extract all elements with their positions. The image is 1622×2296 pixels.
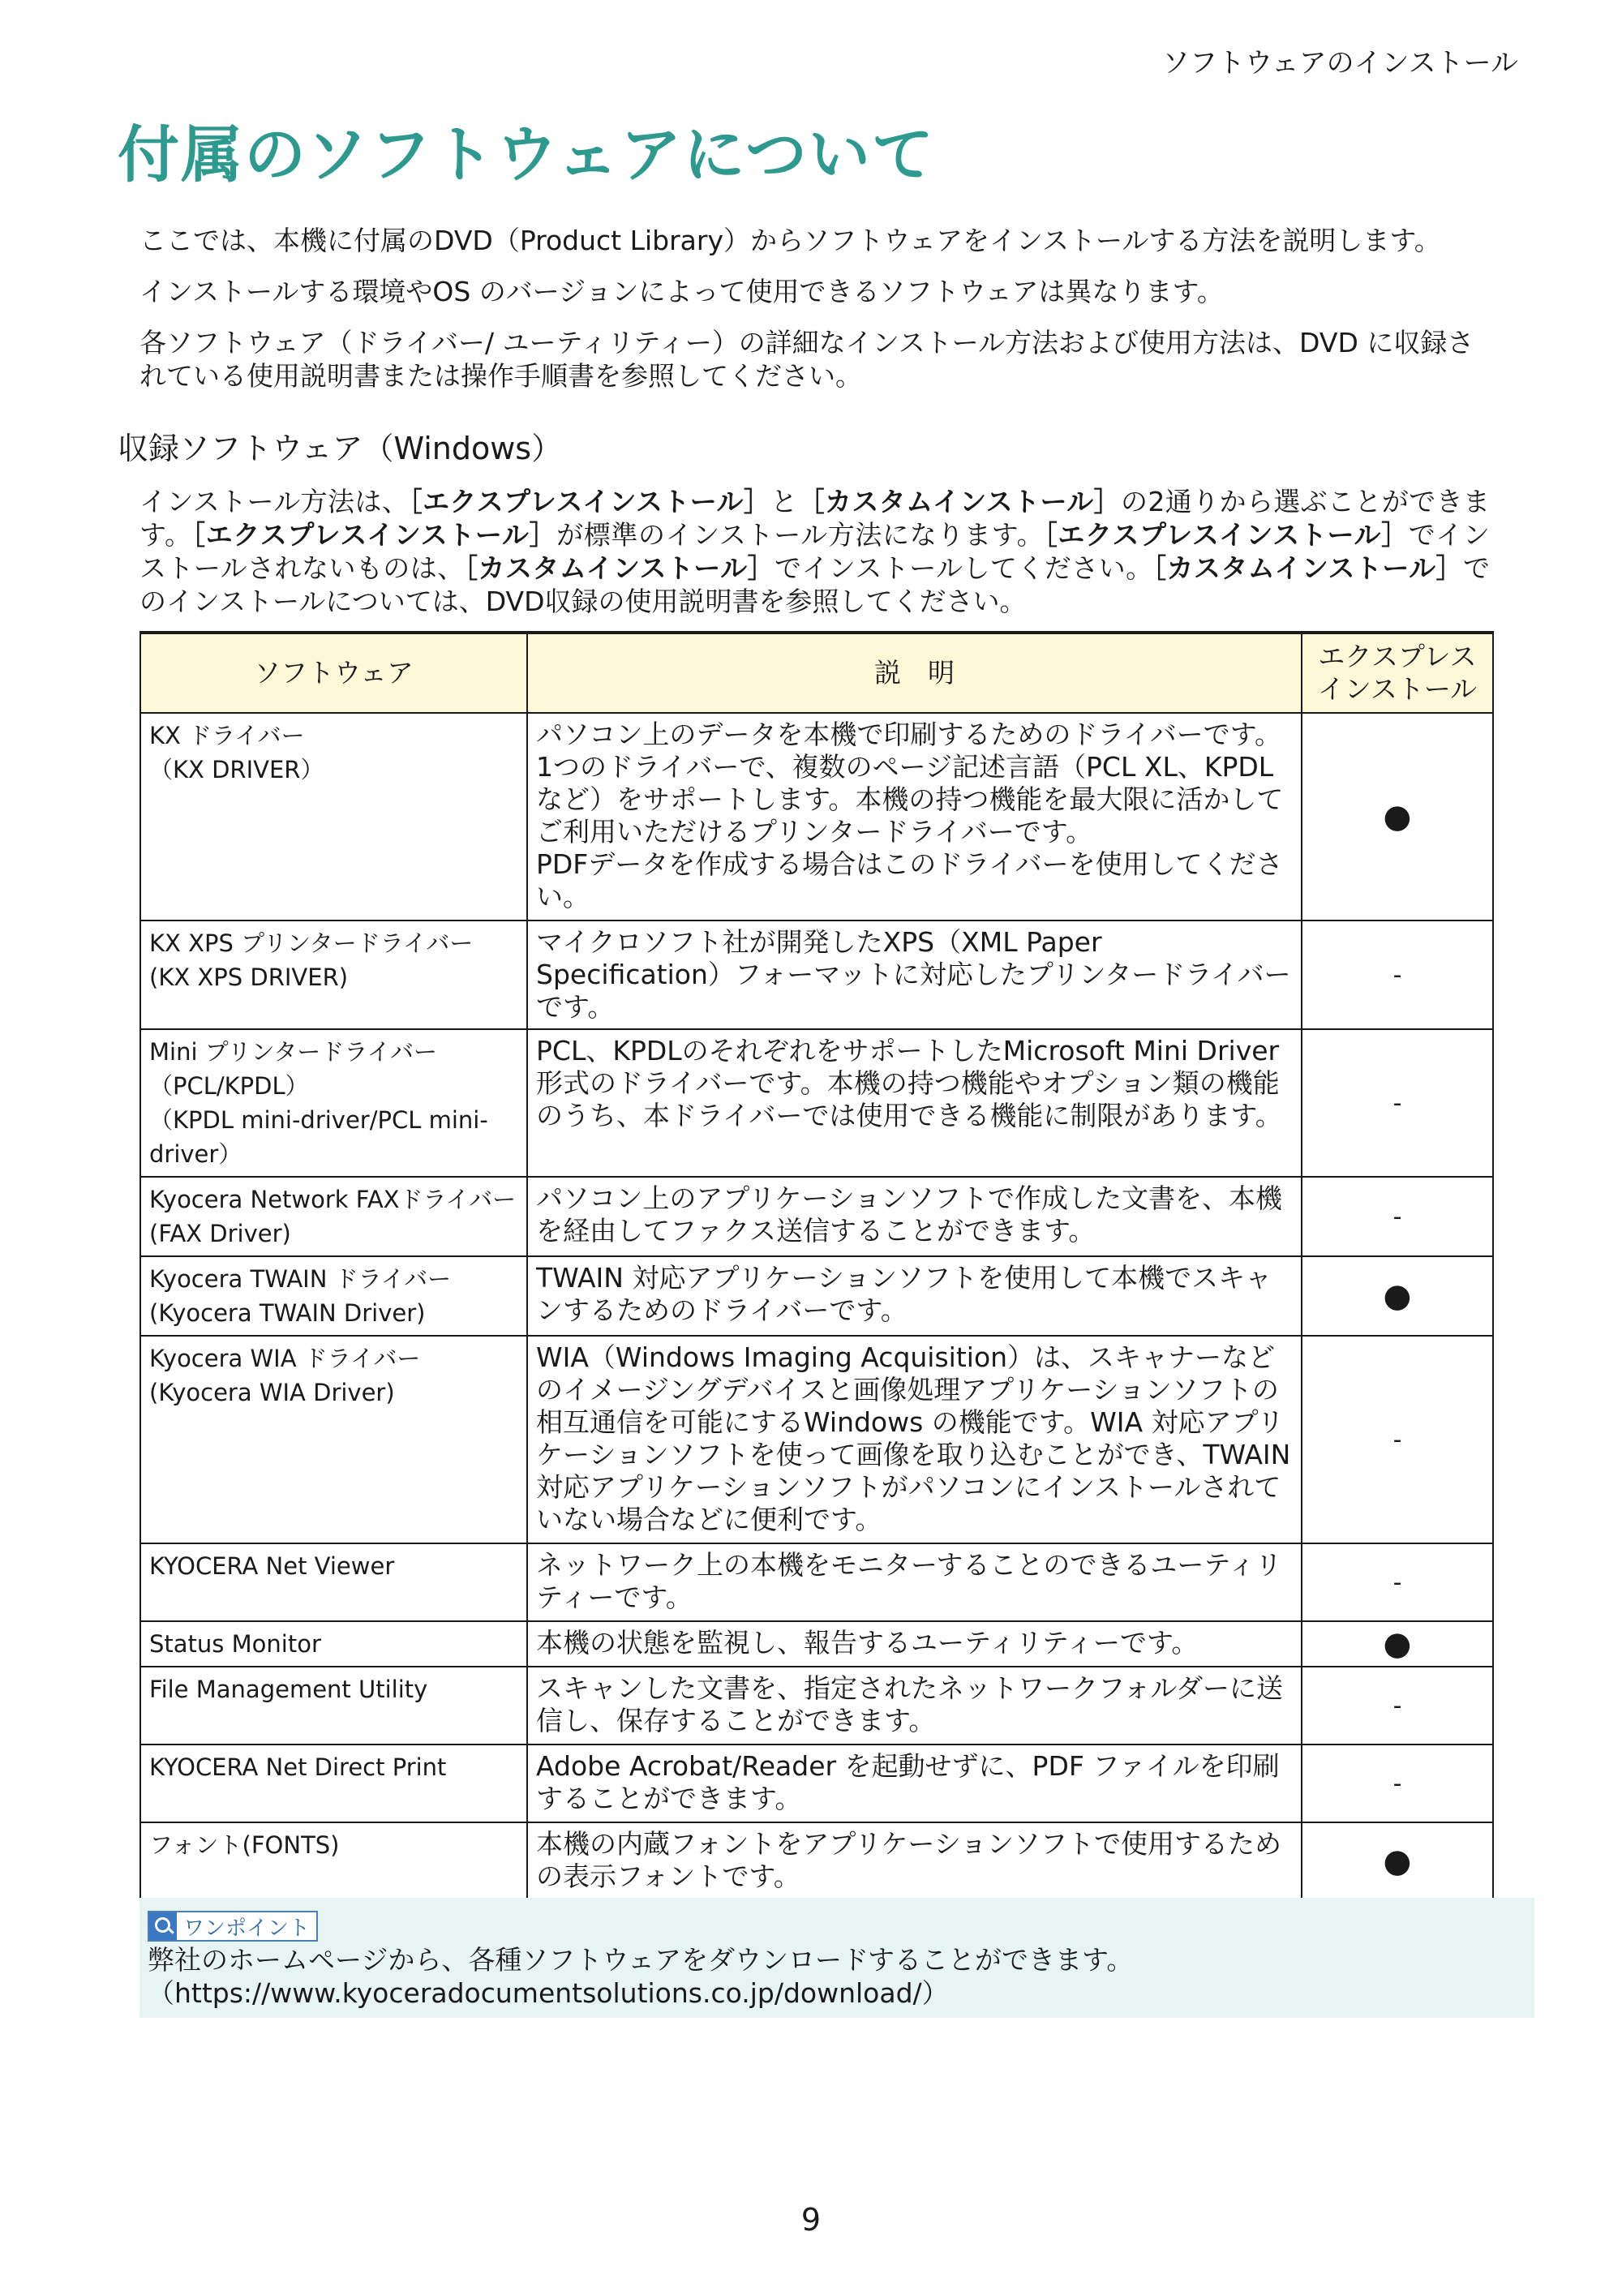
table-row — [140, 1336, 1493, 1543]
software-name-cell — [140, 713, 527, 921]
section-heading: 収録ソフトウェア（Windows） — [118, 431, 563, 466]
software-name: File Management Utility — [149, 1676, 428, 1703]
header-express-line: インストール — [1317, 673, 1478, 705]
software-name: フォント(FONTS) — [149, 1831, 340, 1859]
express-install-term: ［エクスプレスインストール］ — [1044, 519, 1409, 551]
software-description: ネットワーク上の本機をモニターすることのできるユーティリティーです。 — [527, 1543, 1302, 1621]
software-name-cell — [140, 1177, 527, 1256]
express-install-dash: - — [1302, 1745, 1493, 1822]
software-name: (Kyocera TWAIN Driver) — [149, 1299, 426, 1327]
intro-paragraph: 各ソフトウェア（ドライバー/ ユーティリティー）の詳細なインストール方法および使用方法は、DVD に収録されている使用説明書または操作手順書を参照してください。 — [139, 327, 1474, 392]
software-name: Mini プリンタードライバー（PCL/KPDL） — [149, 1038, 437, 1100]
custom-install-term: ［カスタムインストール］ — [464, 552, 775, 584]
table-row — [140, 1543, 1493, 1621]
express-install-dot: ● — [1302, 1822, 1493, 1900]
software-name-cell — [140, 1667, 527, 1745]
software-table — [139, 631, 1494, 1901]
software-name-cell — [140, 1029, 527, 1177]
onepoint-text: 弊社のホームページから、各種ソフトウェアをダウンロードすることができます。 — [148, 1944, 1134, 1976]
custom-install-term: ［カスタムインストール］ — [1152, 552, 1463, 584]
header-software: ソフトウェア — [140, 633, 527, 713]
software-description: パソコン上のアプリケーションソフトで作成した文書を、本機を経由してファクス送信することができます。 — [527, 1177, 1302, 1256]
table-header-row — [140, 633, 1493, 713]
table-row — [140, 1667, 1493, 1745]
table-row — [140, 1029, 1493, 1177]
express-install-dot: ● — [1302, 1621, 1493, 1667]
body-text: インストール方法は、 — [139, 486, 410, 517]
express-install-term: ［エクスプレスインストール］ — [409, 486, 771, 517]
software-description: 本機の内蔵フォントをアプリケーションソフトで使用するための表示フォントです。 — [527, 1822, 1302, 1900]
onepoint-badge — [148, 1911, 318, 1942]
header-express-install — [1302, 633, 1493, 713]
software-name-cell — [140, 1822, 527, 1900]
page-number: 9 — [800, 2202, 822, 2238]
software-name: KYOCERA Net Viewer — [149, 1552, 395, 1580]
body-text: でインストールされないものは、 — [139, 519, 1490, 584]
software-name: Kyocera WIA ドライバー — [149, 1345, 421, 1372]
software-name: KYOCERA Net Direct Print — [149, 1753, 447, 1781]
custom-install-term: ［カスタムインストール］ — [797, 486, 1121, 517]
intro-paragraph: インストールする環境やOS のバージョンによって使用できるソフトウェアは異なります。 — [139, 276, 1224, 307]
express-install-dot: ● — [1302, 713, 1493, 921]
table-body — [140, 713, 1493, 1900]
software-name-cell — [140, 1256, 527, 1336]
table-row — [140, 1745, 1493, 1822]
express-install-term: ［エクスプレスインストール］ — [191, 519, 557, 551]
section-body — [139, 485, 1490, 618]
software-description: スキャンした文書を、指定されたネットワークフォルダーに送信し、保存することができます。 — [527, 1667, 1302, 1745]
table-row — [140, 921, 1493, 1029]
software-description: マイクロソフト社が開発したXPS（XML Paper Specification）フォーマットに対応したプリンタードライバーです。 — [527, 921, 1302, 1029]
software-name: (FAX Driver) — [149, 1220, 291, 1247]
software-name: (Kyocera WIA Driver) — [149, 1379, 395, 1406]
table-row — [140, 1177, 1493, 1256]
body-text: でのインストールについては、DVD収録の使用説明書を参照してください。 — [139, 552, 1490, 617]
table-row — [140, 713, 1493, 921]
express-install-dash: - — [1302, 1177, 1493, 1256]
express-install-dash: - — [1302, 1029, 1493, 1177]
express-install-dash: - — [1302, 921, 1493, 1029]
body-text: が標準のインストール方法になります。 — [556, 519, 1045, 551]
table-row — [140, 1256, 1493, 1336]
express-install-dash: - — [1302, 1667, 1493, 1745]
onepoint-box — [139, 1898, 1534, 2018]
software-name: Kyocera TWAIN ドライバー — [149, 1265, 452, 1293]
software-name: KX ドライバー — [149, 722, 305, 749]
software-description: WIA（Windows Imaging Acquisition）は、スキャナーなどのイメージングデバイスと画像処理アプリケーションソフトの相互通信を可能にするWindows の機能です。WIA 対応アプリケーションソフトを使って画像を取り込むことができ、TWAIN 対応アプリケーションソフトがパソコンにインストールされていない場合などに便利です。 — [527, 1336, 1302, 1543]
table-row — [140, 1621, 1493, 1667]
body-text: でインストールしてください。 — [775, 552, 1153, 584]
header-description: 説 明 — [527, 633, 1302, 713]
software-name: Status Monitor — [149, 1630, 321, 1658]
software-name: （KPDL mini-driver/PCL mini-driver） — [149, 1106, 488, 1168]
express-install-dash: - — [1302, 1543, 1493, 1621]
intro-paragraph: ここでは、本機に付属のDVD（Product Library）からソフトウェアをインストールする方法を説明します。 — [139, 225, 1441, 256]
software-description: Adobe Acrobat/Reader を起動せずに、PDF ファイルを印刷することができます。 — [527, 1745, 1302, 1822]
body-text: と — [770, 486, 798, 517]
header-express-line: エクスプレス — [1318, 641, 1477, 672]
software-name: KX XPS プリンタードライバー — [149, 929, 474, 957]
software-name: (KX XPS DRIVER) — [149, 963, 349, 991]
software-name: Kyocera Network FAXドライバー — [149, 1186, 517, 1213]
intro-text — [139, 224, 1490, 410]
onepoint-badge-label: ワンポイント — [183, 1916, 311, 1941]
software-name-cell — [140, 1543, 527, 1621]
software-description: パソコン上のデータを本機で印刷するためのドライバーです。1つのドライバーで、複数のページ記述言語（PCL XL、KPDLなど）をサポートします。本機の持つ機能を最大限に活かしてご利用いただけるプリンタードライバーです。 PDFデータを作成する場合はこのドライバーを使用してください。 — [527, 713, 1302, 921]
software-name-cell — [140, 1336, 527, 1543]
software-description: TWAIN 対応アプリケーションソフトを使用して本機でスキャンするためのドライバーです。 — [527, 1256, 1302, 1336]
express-install-dot: ● — [1302, 1256, 1493, 1336]
software-description: PCL、KPDLのそれぞれをサポートしたMicrosoft Mini Driver形式のドライバーです。本機の持つ機能やオプション類の機能のうち、本ドライバーでは使用できる機能に制限があります。 — [527, 1029, 1302, 1177]
table-row — [140, 1822, 1493, 1900]
express-install-dash: - — [1302, 1336, 1493, 1543]
software-description: 本機の状態を監視し、報告するユーティリティーです。 — [527, 1621, 1302, 1667]
onepoint-url: （https://www.kyoceradocumentsolutions.co.jp/download/） — [148, 1977, 949, 2009]
software-name-cell — [140, 921, 527, 1029]
software-name-cell — [140, 1745, 527, 1822]
software-name: （KX DRIVER） — [149, 756, 324, 783]
page-title: 付属のソフトウェアについて — [118, 118, 935, 191]
software-name-cell — [140, 1621, 527, 1667]
body-text: の2通りから選ぶことができます。 — [139, 486, 1490, 551]
section-header-label: ソフトウェアのインストール — [1162, 47, 1518, 79]
magnifier-icon — [149, 1912, 177, 1940]
